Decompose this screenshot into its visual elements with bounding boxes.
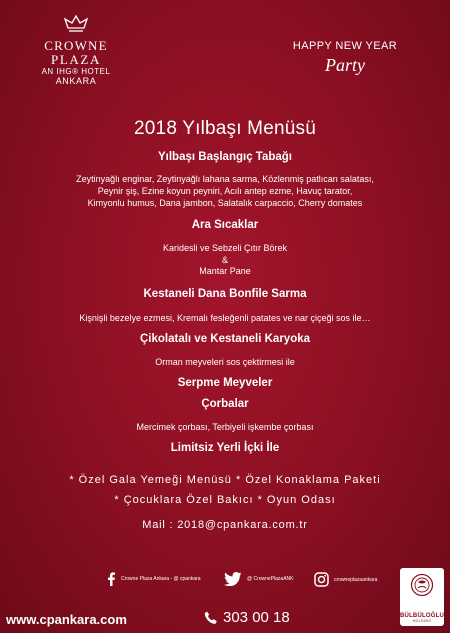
logo-city: ANKARA — [55, 75, 97, 86]
twitter-link[interactable] — [224, 572, 293, 586]
starter-line-2: Peynir şiş, Ezine koyun peyniri, Acılı antep ezme, Havuç tarator, — [97, 186, 353, 196]
section-heading: Limitsiz Yerli İçki İle — [170, 442, 280, 454]
twitter-handle: @ CrownePlazaANK — [247, 576, 294, 582]
instagram-link[interactable] — [314, 572, 377, 587]
party-label: Party — [325, 55, 365, 75]
section-heading: Çikolatalı ve Kestaneli Karyoka — [139, 333, 311, 345]
section-heading: Çorbalar — [201, 398, 249, 410]
contact-mail[interactable]: Mail : 2018@cpankara.com.tr — [142, 519, 308, 531]
logo-ihg: AN IHG® HOTEL — [41, 67, 111, 77]
event-title — [270, 40, 420, 76]
phone-icon — [204, 611, 218, 625]
phone-number[interactable] — [204, 609, 290, 626]
facebook-link[interactable] — [106, 572, 201, 586]
facebook-handle: Crowne Plaza Ankara - @ cpankara — [121, 576, 201, 582]
phone-text: 303 00 18 — [223, 609, 290, 626]
happy-new-year: HAPPY NEW YEAR — [292, 40, 398, 52]
section-heading: Kestaneli Dana Bonfile Sarma — [143, 288, 307, 300]
sponsor-logo — [400, 568, 444, 626]
section-heading: Yılbaşı Başlangıç Tabağı — [158, 151, 292, 163]
dessert-line: Orman meyveleri sos çektirmesi ile — [155, 357, 295, 367]
soup-line: Mercimek çorbası, Terbiyeli işkembe çorbası — [136, 422, 314, 432]
page-title: 2018 Yılbaşı Menüsü — [134, 118, 316, 139]
facebook-icon — [106, 572, 116, 586]
hot-line-2: Mantar Pane — [199, 266, 251, 276]
website-link[interactable]: www.cpankara.com — [6, 612, 127, 627]
sponsor-name: BÜLBÜLOĞLU — [400, 613, 444, 619]
sponsor-mark-icon — [409, 573, 435, 597]
section-heading: Ara Sıcaklar — [191, 219, 259, 231]
sponsor-sub: HOLDİNG — [412, 619, 432, 623]
logo-crowne: CROWNE — [44, 38, 108, 53]
logo-plaza: PLAZA — [51, 51, 101, 67]
hotel-logo — [24, 14, 128, 86]
main-course-line: Kişnişli bezelye ezmesi, Kremalı fesleğenli patates ve nar çiçeği sos ile… — [79, 313, 371, 323]
instagram-handle: crowneplazaankara — [334, 576, 378, 583]
notes-line-2: * Çocuklara Özel Bakıcı * Oyun Odası — [114, 494, 336, 506]
twitter-icon — [224, 572, 242, 586]
section-heading: Serpme Meyveler — [177, 377, 273, 389]
starter-line-3: Kimyonlu humus, Dana jambon, Salatalık carpaccio, Cherry domates — [87, 198, 363, 208]
starter-line-1: Zeytinyağlı enginar, Zeytinyağlı lahana sarma, Közlenmiş patlıcan salatası, — [76, 174, 374, 184]
notes-line-1: * Özel Gala Yemeği Menüsü * Özel Konaklama Paketi — [69, 474, 381, 486]
instagram-icon — [314, 572, 329, 587]
crown-icon — [61, 14, 91, 36]
hot-ampersand: & — [221, 255, 228, 265]
hot-line-1: Karidesli ve Sebzeli Çıtır Börek — [162, 243, 288, 253]
